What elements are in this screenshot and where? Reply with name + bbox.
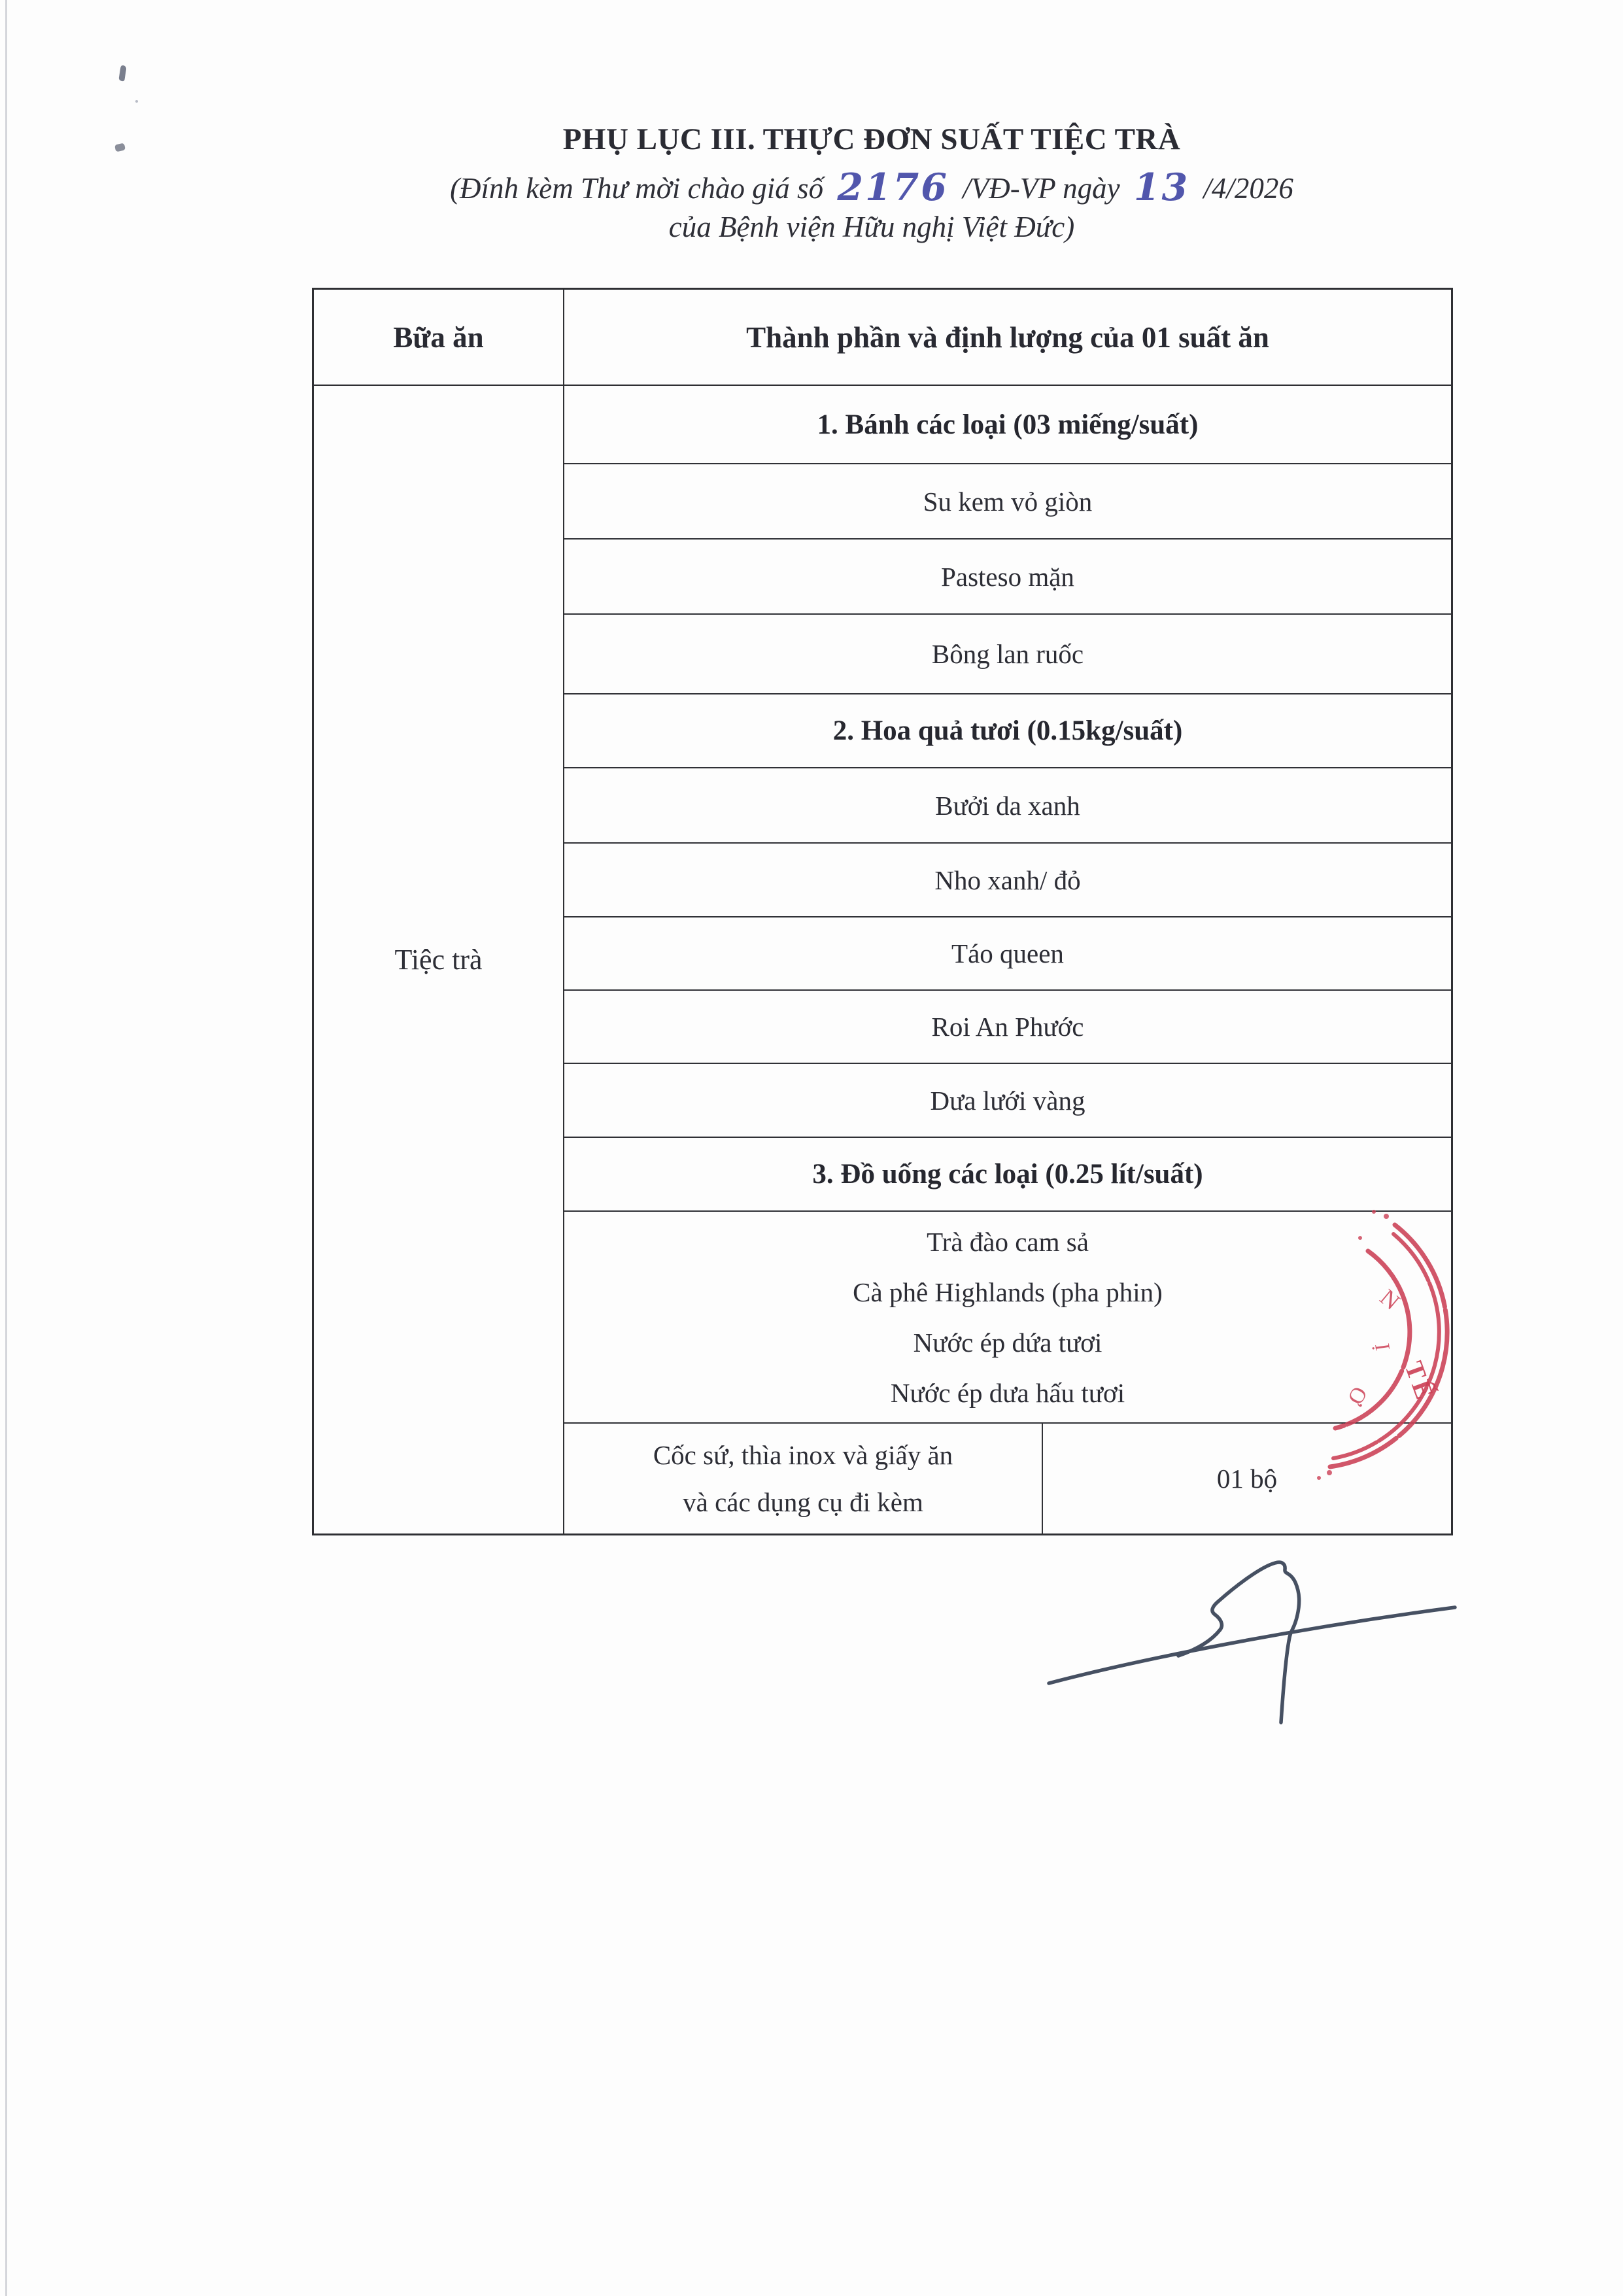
table-row-item: Bông lan ruốc xyxy=(564,615,1451,694)
stamp-letter: N xyxy=(1375,1284,1405,1315)
stamp-letter: Ơ xyxy=(1342,1382,1372,1409)
detail-column xyxy=(564,290,1451,1534)
column-header-meal: Bữa ăn xyxy=(314,290,563,386)
table-row-item: Táo queen xyxy=(564,917,1451,991)
stamp-letter: Ị xyxy=(1371,1341,1395,1352)
utensils-quantity-cell: 01 bộ xyxy=(1216,1464,1278,1494)
utensils-line: Cốc sứ, thìa inox và giấy ăn xyxy=(653,1440,953,1470)
signature xyxy=(1020,1530,1478,1739)
subtitle-middle: /VĐ-VP ngày xyxy=(963,172,1120,205)
table-row-item: Bưởi da xanh xyxy=(564,768,1451,844)
table-row-section-cakes: 1. Bánh các loại (03 miếng/suất) xyxy=(564,386,1451,464)
drink-option: Nước ép dưa hấu tươi xyxy=(890,1378,1125,1408)
table-row-item: Pasteso mặn xyxy=(564,540,1451,615)
drink-option: Cà phê Highlands (pha phin) xyxy=(853,1277,1163,1307)
table-row-item: Roi An Phước xyxy=(564,991,1451,1064)
table-row-item: Nho xanh/ đỏ xyxy=(564,844,1451,917)
utensils-description-cell xyxy=(564,1424,1043,1534)
menu-table xyxy=(312,288,1453,1535)
table-row-section-drinks: 3. Đồ uống các loại (0.25 lít/suất) xyxy=(564,1138,1451,1212)
scan-speck xyxy=(118,65,127,81)
meal-column xyxy=(314,290,564,1534)
utensils-line: và các dụng cụ đi kèm xyxy=(683,1487,923,1517)
subtitle-line-2: của Bệnh viện Hữu nghị Việt Đức) xyxy=(668,211,1075,243)
subtitle-prefix: (Đính kèm Thư mời chào giá số xyxy=(450,172,824,205)
drink-option: Nước ép dứa tươi xyxy=(913,1328,1102,1358)
meal-name-cell: Tiệc trà xyxy=(394,944,483,976)
table-row-item: Su kem vỏ giòn xyxy=(564,464,1451,540)
signature-stroke xyxy=(1178,1562,1299,1722)
subtitle-suffix: /4/2026 xyxy=(1203,172,1293,205)
table-row-drink-options xyxy=(564,1212,1451,1424)
stamp-letter: TẾ xyxy=(1399,1357,1441,1405)
page-title: PHỤ LỤC III. THỰC ĐƠN SUẤT TIỆC TRÀ xyxy=(562,122,1181,156)
table-row-item: Dưa lưới vàng xyxy=(564,1064,1451,1138)
scan-speck xyxy=(135,100,138,103)
subtitle-line-1 xyxy=(120,163,1623,207)
table-row-section-fruit: 2. Hoa quả tươi (0.15kg/suất) xyxy=(564,694,1451,768)
drink-option: Trà đào cam sả xyxy=(927,1227,1089,1257)
table-row-utensils xyxy=(564,1424,1451,1534)
handwritten-day: 13 xyxy=(1133,165,1190,209)
document-header xyxy=(0,122,1623,244)
column-header-components: Thành phần và định lượng của 01 suất ăn xyxy=(564,290,1451,386)
handwritten-document-number: 2176 xyxy=(837,165,949,209)
signature-stroke xyxy=(1049,1607,1455,1683)
scan-edge-line xyxy=(5,0,7,2296)
